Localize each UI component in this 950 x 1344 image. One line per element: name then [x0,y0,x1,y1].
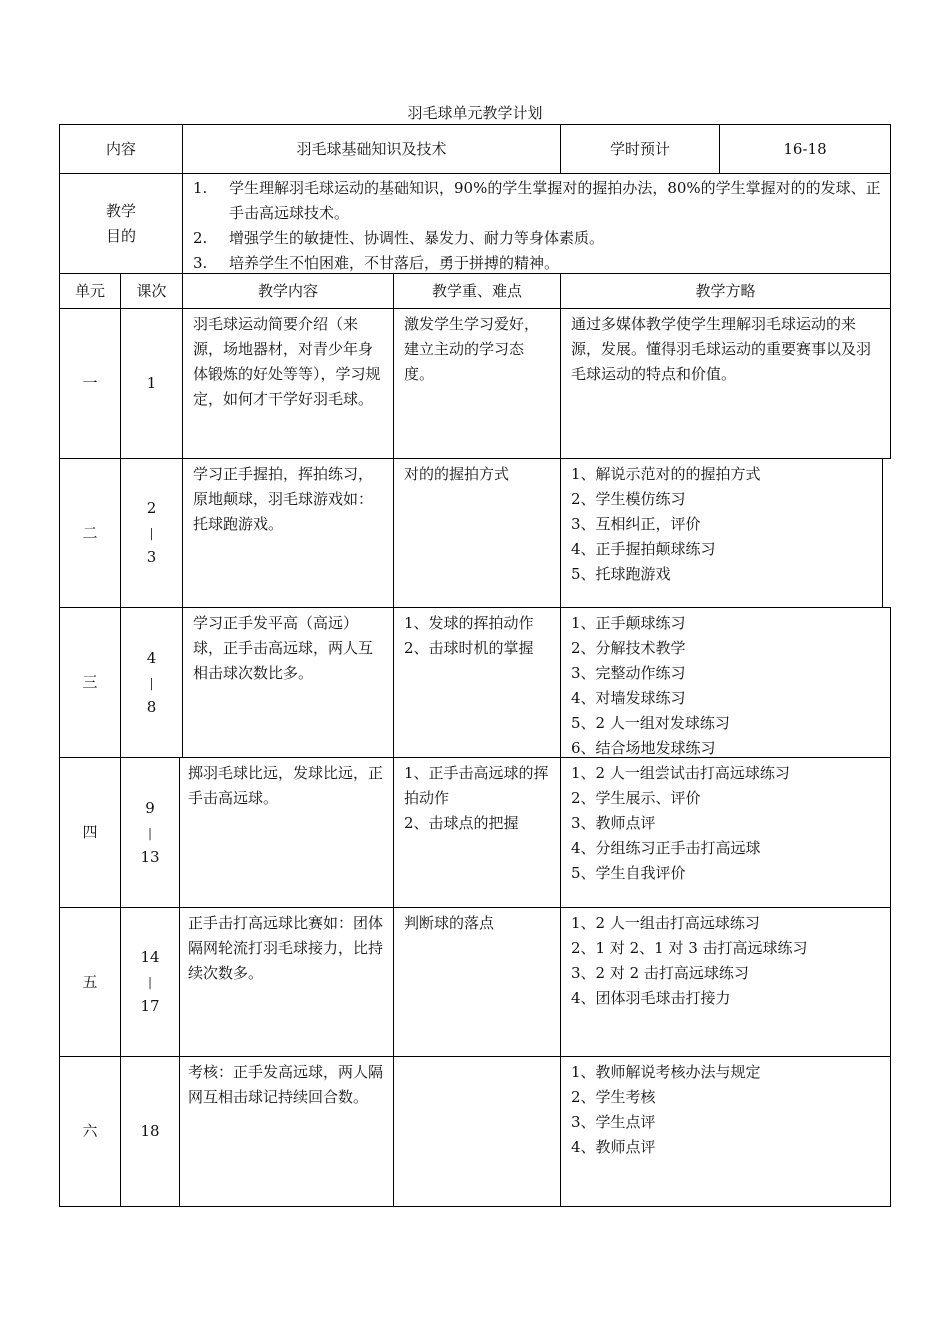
objectives-label-line1: 教学 [105,201,136,220]
key-points-cell: 1、发球的挥拍动作 2、击球时机的掌握 [404,614,534,657]
key-points-cell: 激发学生学习爱好，建立主动的学习态度。 [404,315,540,383]
objective-item: 2. 增强学生的敏捷性、协调性、暴发力、耐力等身体素质。 [193,229,605,247]
objective-item: 1. 学生理解羽毛球运动的基础知识，90%的学生掌握对的握拍办法，80%的学生掌握对的的发球、正手击高远球技术。 [193,179,881,222]
content-cell: 学习正手发平高（高远）球，正手击高远球，两人互相击球次数比多。 [193,614,374,682]
col-header-content: 教学内容 [257,281,318,300]
col-header-key-points: 教学重、难点 [431,281,522,300]
col-header-strategy: 教学方略 [695,281,756,300]
unit-cell: 一 [82,374,98,392]
key-points-cell [394,1057,560,1206]
lesson-cell: 9 | 13 [140,798,160,866]
objectives-list [183,174,890,273]
objectives-label-line2: 目的 [105,226,136,245]
content-label: 内容 [105,139,136,158]
col-header-unit: 单元 [74,281,105,300]
lesson-cell: 14 | 17 [140,948,160,1015]
strategy-cell: 1、正手颠球练习 2、分解技术教学 3、完整动作练习 4、对墙发球练习 5、2 人一组对发球练习 6、结合场地发球练习 [571,614,730,757]
strategy-cell: 通过多媒体教学使学生理解羽毛球运动的来源，发展。懂得羽毛球运动的重要赛事以及羽毛球运动的特点和价值。 [571,315,872,383]
unit-cell: 五 [82,972,98,991]
key-points-cell: 判断球的落点 [404,914,495,932]
col-header-lesson: 课次 [136,281,167,300]
hours-label: 学时预计 [609,139,670,158]
lesson-cell: 18 [140,1122,160,1140]
content-cell: 考核：正手发高远球，两人隔网互相击球记持续回合数。 [188,1063,384,1106]
content-value: 羽毛球基础知识及技术 [296,139,447,158]
unit-cell: 六 [82,1122,98,1140]
key-points-cell: 对的的握拍方式 [404,465,510,483]
content-cell: 掷羽毛球比远，发球比远，正手击高远球。 [188,764,384,807]
strategy-cell: 1、2 人一组尝试击打高远球练习 2、学生展示、评价 3、教师点评 4、分组练习正手击打高远球 5、学生自我评价 [571,764,790,882]
content-cell: 羽毛球运动简要介绍（来源，场地器材，对青少年身体锻炼的好处等等），学习规定，如何才干学好羽毛球。 [193,315,381,408]
key-points-cell: 1、正手击高远球的挥拍动作 2、击球点的把握 [404,764,549,832]
content-cell: 正手击打高远球比赛如：团体隔网轮流打羽毛球接力，比持续次数多。 [188,914,384,982]
objective-item: 3. 培养学生不怕困难，不甘落后，勇于拼搏的精神。 [193,254,560,272]
lesson-cell: 4 | 8 [146,648,157,716]
strategy-cell: 1、解说示范对的的握拍方式 2、学生模仿练习 3、互相纠正，评价 4、正手握拍颠球练习 5、托球跑游戏 [571,465,761,583]
strategy-cell: 1、教师解说考核办法与规定 2、学生考核 3、学生点评 4、教师点评 [571,1063,761,1156]
page-title: 羽毛球单元教学计划 [407,104,543,122]
unit-cell: 四 [82,823,98,841]
content-cell: 学习正手握拍，挥拍练习，原地颠球，羽毛球游戏如：托球跑游戏。 [193,465,374,533]
unit-cell: 二 [82,523,98,542]
lesson-cell: 1 [146,374,157,392]
strategy-cell: 1、2 人一组击打高远球练习 2、1 对 2、1 对 3 击打高远球练习 3、2 对 2 击打高远球练习 4、团体羽毛球击打接力 [571,914,808,1007]
unit-cell: 三 [82,673,98,691]
hours-value: 16-18 [783,139,827,158]
objectives-label [60,174,182,273]
lesson-cell: 2 | 3 [146,499,157,566]
